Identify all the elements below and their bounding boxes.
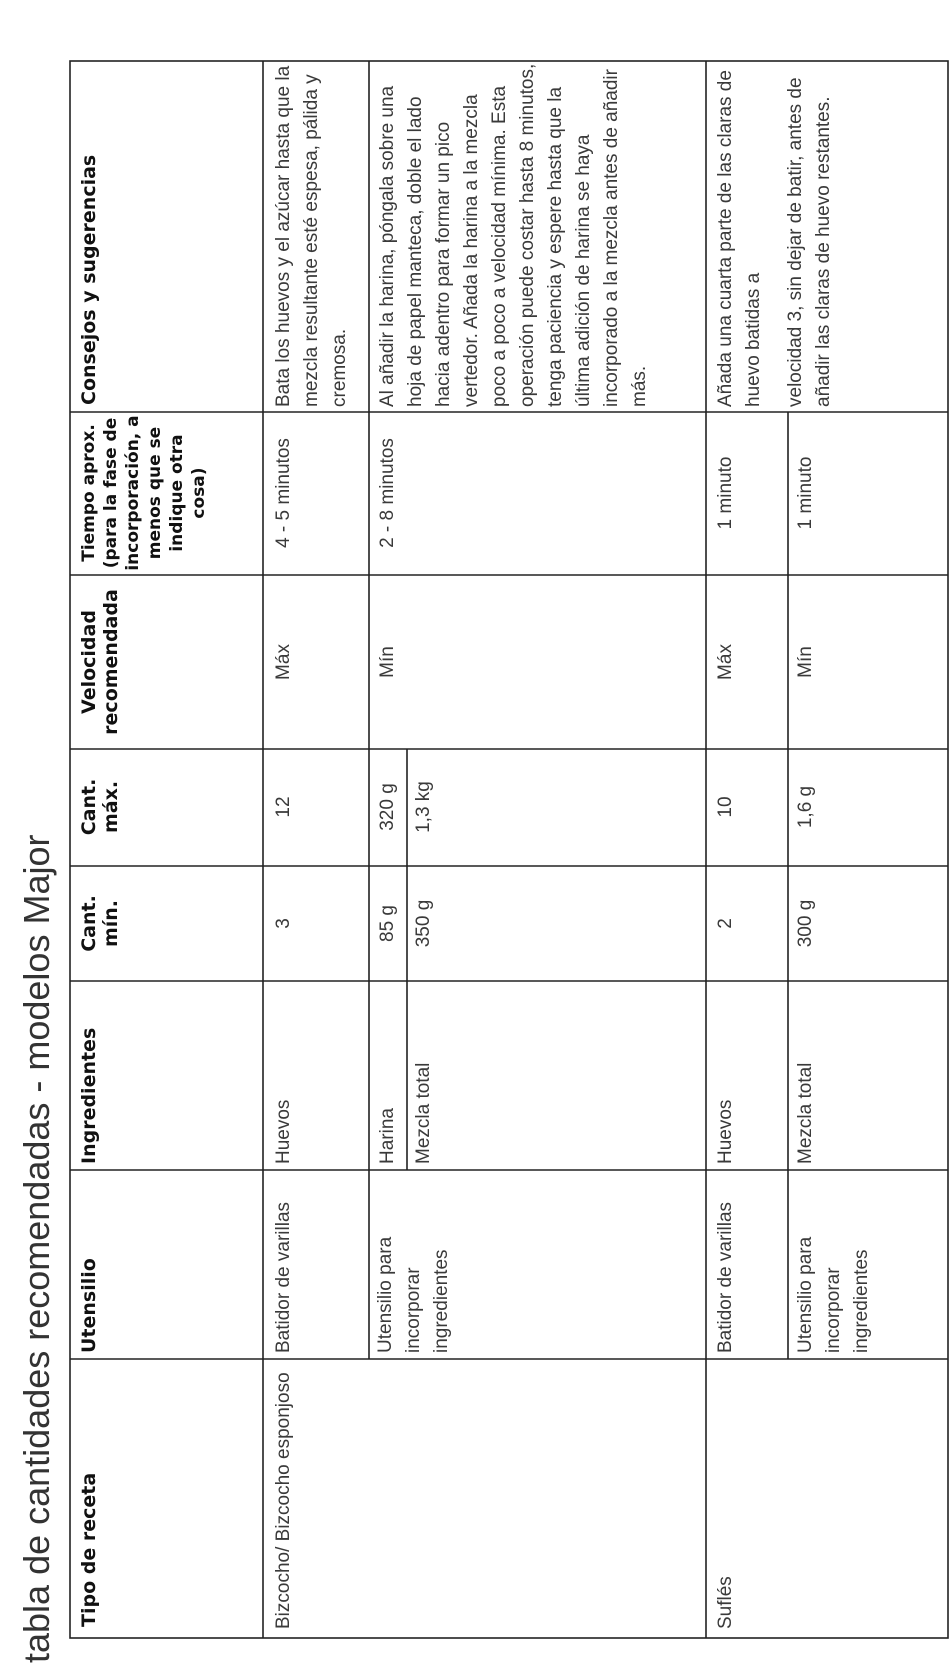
header-ingredientes: Ingredientes <box>78 1027 100 1164</box>
row2-velocidad: Mín <box>377 646 398 678</box>
row2-min-mezcla: 350 g <box>413 899 434 948</box>
row2-max-harina: 320 g <box>377 783 398 831</box>
row2-min-harina: 85 g <box>377 905 398 942</box>
header-tipo: Tipo de receta <box>78 1472 100 1627</box>
row3-max: 10 <box>715 796 736 818</box>
row1-consejos: Bata los huevos y el azúcar hasta que la mezcla resultante esté espesa, pálida y cremosa. <box>273 65 350 407</box>
header-cant-min: Cant. mín. <box>78 895 122 952</box>
row3-min: 2 <box>715 918 736 929</box>
row3-ingredientes: Huevos <box>715 1099 736 1164</box>
row4-min: 300 g <box>795 899 816 948</box>
row4-max: 1,6 g <box>795 785 816 829</box>
row1-utensilio: Batidor de varillas <box>273 1201 294 1353</box>
header-cant-max: Cant. máx. <box>78 778 122 836</box>
row4-utensilio: Utensilio para incorporar ingredientes <box>795 1236 872 1353</box>
row2-ingredientes-mezcla: Mezcla total <box>413 1062 434 1164</box>
row2-ingredientes-harina: Harina <box>377 1108 398 1164</box>
row1-min: 3 <box>273 918 294 929</box>
row3-utensilio: Batidor de varillas <box>715 1201 736 1353</box>
row4-ingredientes: Mezcla total <box>795 1062 816 1164</box>
row3-consejos: Añada una cuarta parte de las claras de huevo batidas a <box>715 70 764 407</box>
page-title: tabla de cantidades recomendadas - modelos Major <box>16 834 57 1663</box>
row3-tipo: Suflés <box>715 1576 736 1629</box>
row3-velocidad: Máx <box>715 644 736 680</box>
row4-velocidad: Mín <box>795 646 816 678</box>
header-consejos: Consejos y sugerencias <box>78 154 100 405</box>
row1-tipo: Bizcocho/ Bizcocho esponjoso <box>273 1372 294 1629</box>
row2-max-mezcla: 1,3 kg <box>413 781 434 833</box>
row1-tiempo: 4 - 5 minutos <box>273 438 294 548</box>
header-utensilio: Utensilio <box>78 1258 100 1353</box>
row1-max: 12 <box>273 796 294 818</box>
row4-consejos: velocidad 3, sin dejar de batir, antes de añadir las claras de huevo restantes. <box>785 77 834 407</box>
row4-tiempo: 1 minuto <box>795 456 816 530</box>
row3-tiempo: 1 minuto <box>715 456 736 530</box>
header-velocidad: Velocidad recomendada <box>78 589 122 735</box>
row2-utensilio: Utensilio para incorporar ingredientes <box>375 1236 452 1353</box>
header-tiempo: Tiempo aprox. (para la fase de incorporación, a menos que se indique otra cosa) <box>79 415 209 571</box>
row2-tiempo: 2 - 8 minutos <box>377 438 398 548</box>
row1-velocidad: Máx <box>273 644 294 680</box>
row1-ingredientes: Huevos <box>273 1099 294 1164</box>
row2-consejos: Al añadir la harina, póngala sobre una hoja de papel manteca, doble el lado hacia adentro para formar un pico vertedor. Añada la harina a la mezcla poco a poco a velocidad mínima. Esta operación puede costar hasta 8 minutos, tenga paciencia y espere hasta que la última adición de harina se haya incorporado a la mezcla antes de añadir más. <box>377 63 650 407</box>
